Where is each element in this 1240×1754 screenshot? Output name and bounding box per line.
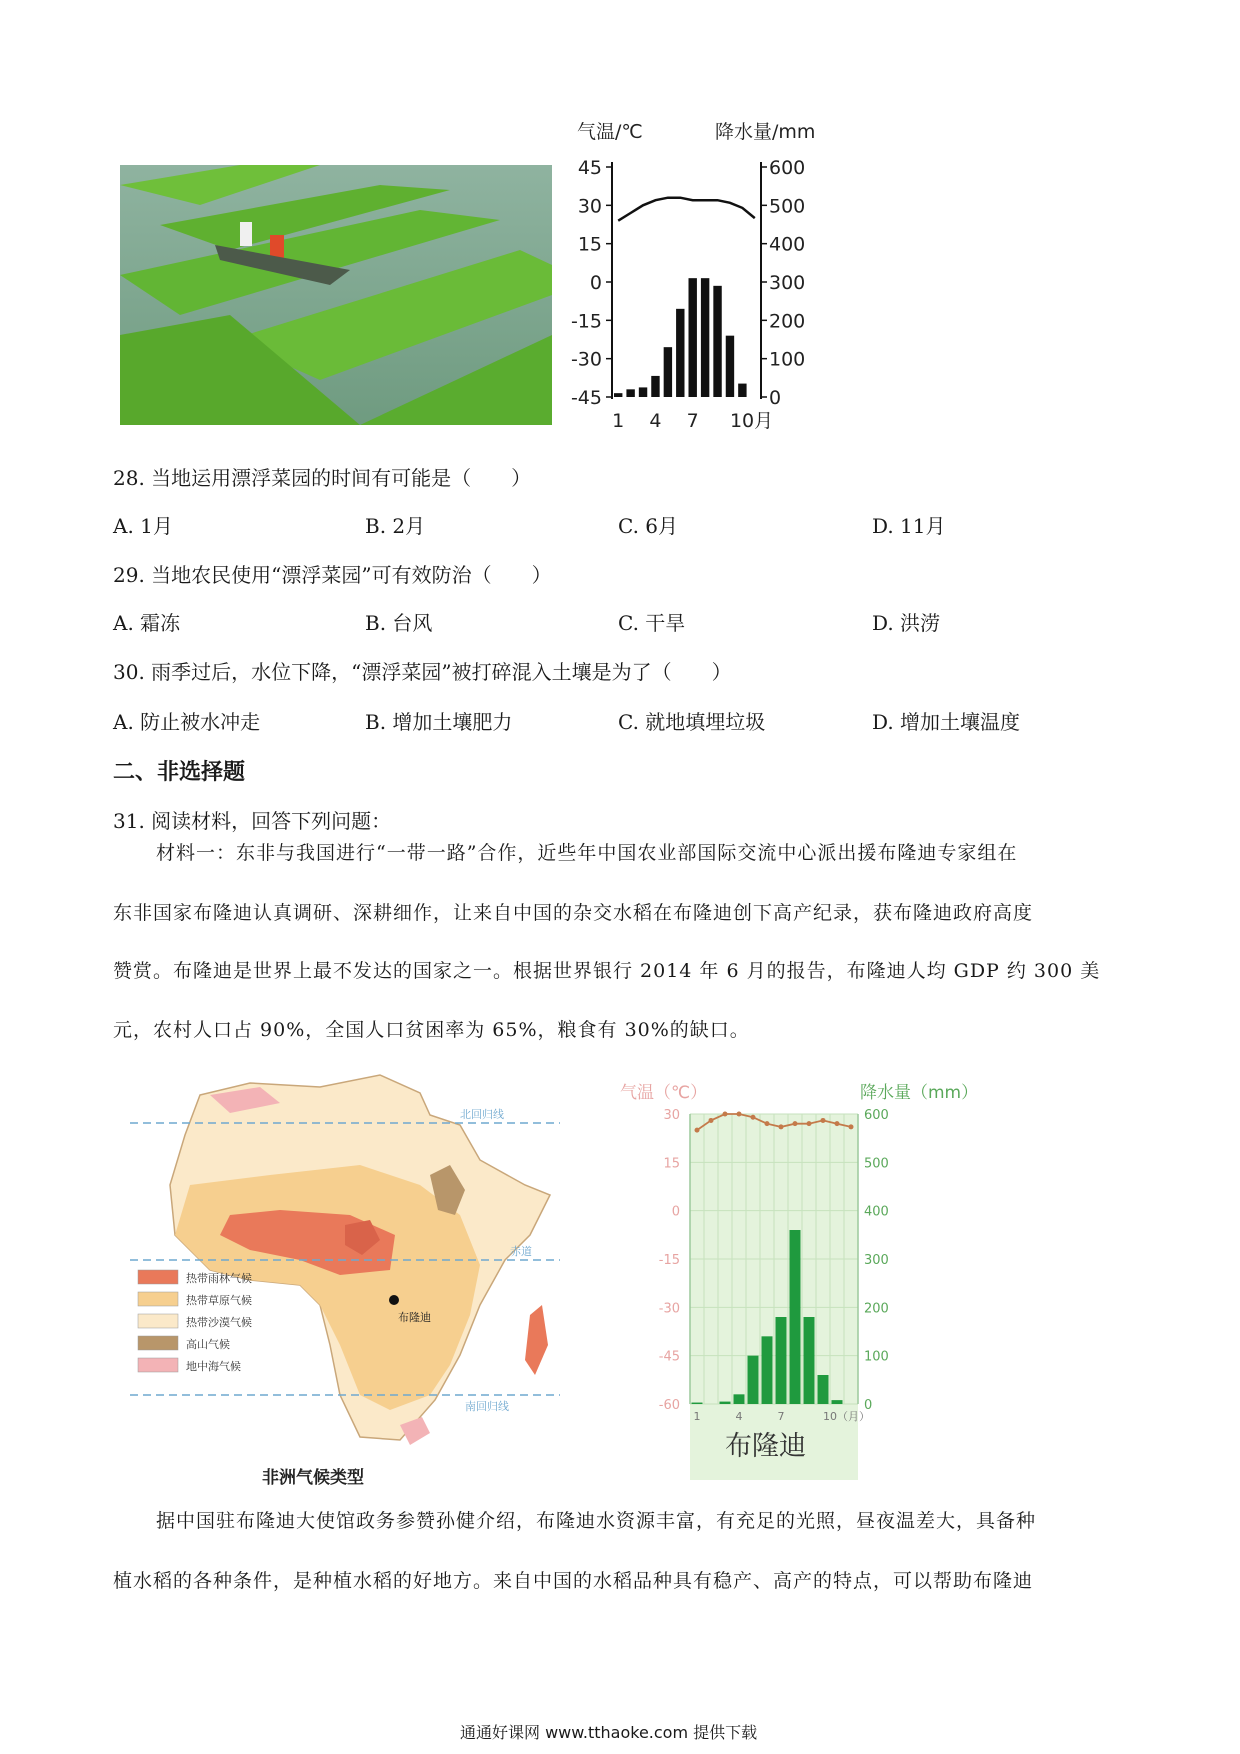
chart1-temp-label: 气温/℃ — [577, 121, 643, 143]
climate-chart-burundi — [600, 1080, 980, 1480]
chart1-precip-tick: 400 — [769, 233, 806, 256]
chart2-x-tick: 7 — [777, 1410, 785, 1423]
material-1-line-2: 东非国家布隆迪认真调研、深耕细作，让来自中国的杂交水稻在布隆迪创下高产纪录，获布隆迪政府高度 — [113, 902, 1034, 924]
chart2-precip-tick: 100 — [864, 1349, 889, 1365]
burundi-marker — [389, 1295, 399, 1305]
chart2-temp-point — [849, 1124, 854, 1129]
chart2-precip-tick: 400 — [864, 1204, 889, 1220]
chart2-precip-tick: 300 — [864, 1253, 889, 1268]
q29-option-c[interactable]: C. 干旱 — [618, 611, 686, 635]
chart1-temp-tick: -30 — [570, 348, 602, 371]
chart2-precip-bar — [790, 1230, 801, 1404]
climate-chart-1 — [565, 112, 855, 442]
chart2-temp-tick: -30 — [658, 1301, 680, 1317]
map-legend-swatch — [138, 1292, 178, 1306]
chart1-x-tick: 4 — [649, 410, 662, 432]
chart1-precip-tick: 0 — [769, 387, 782, 409]
chart2-temp-tick: -15 — [658, 1253, 680, 1268]
material-1-line-1: 材料一：东非与我国进行“一带一路”合作，近些年中国农业部国际交流中心派出援布隆迪专家组在 — [156, 842, 1018, 864]
chart1-precip-tick: 500 — [769, 195, 806, 218]
q30-option-a[interactable]: A. 防止被水冲走 — [113, 710, 261, 734]
chart2-temp-point — [835, 1121, 840, 1126]
q29-option-b[interactable]: B. 台风 — [365, 611, 433, 635]
chart2-precip-bar — [720, 1402, 731, 1404]
chart2-temp-point — [807, 1121, 812, 1126]
chart2-precip-tick: 500 — [864, 1156, 889, 1172]
chart1-x-tick: 10月 — [729, 410, 774, 432]
chart1-precip-bar — [614, 393, 622, 397]
q28-option-c[interactable]: C. 6月 — [618, 514, 679, 538]
chart1-precip-bar — [738, 384, 746, 397]
chart1-precip-tick: 100 — [769, 348, 806, 371]
chart2-temp-point — [751, 1115, 756, 1120]
q30-option-b[interactable]: B. 增加土壤肥力 — [365, 710, 513, 734]
chart2-temp-point — [793, 1121, 798, 1126]
chart2-x-tick: 4 — [735, 1410, 743, 1423]
map-legend-label: 地中海气候 — [186, 1360, 241, 1373]
map-title: 非洲气候类型 — [262, 1468, 364, 1485]
q28-option-a[interactable]: A. 1月 — [113, 514, 173, 538]
chart2-precip-bar — [776, 1317, 787, 1404]
chart2-precip-bar — [818, 1375, 829, 1404]
q29-option-a[interactable]: A. 霜冻 — [113, 611, 181, 635]
page-footer: 通通好课网 www.tthaoke.com 提供下载 — [460, 1723, 758, 1742]
map-line-mid: 赤道 — [510, 1245, 532, 1258]
chart2-temp-point — [821, 1118, 826, 1123]
chart2-temp-tick: 0 — [671, 1204, 680, 1220]
chart2-precip-bar — [804, 1317, 815, 1404]
q28-option-d[interactable]: D. 11月 — [872, 514, 946, 538]
question-30: 30. 雨季过后，水位下降，“漂浮菜园”被打碎混入土壤是为了（ ） — [113, 660, 732, 684]
chart1-temp-tick: 45 — [577, 157, 602, 179]
chart2-precip-bar — [762, 1336, 773, 1404]
chart1-precip-tick: 200 — [769, 310, 806, 333]
chart2-temp-point — [779, 1124, 784, 1129]
chart2-precip-tick: 200 — [864, 1301, 889, 1317]
chart1-temp-tick: 0 — [589, 272, 602, 294]
chart2-x-tick: 1 — [693, 1410, 701, 1423]
map-legend-label: 热带雨林气候 — [186, 1272, 252, 1285]
material-1-line-3: 赞赏。布隆迪是世界上最不发达的国家之一。根据世界银行 2014 年 6 月的报告，布隆迪人均 GDP 约 300 美 — [113, 960, 1101, 982]
chart2-precip-bar — [832, 1400, 843, 1404]
chart1-precip-bar — [676, 309, 684, 397]
chart1-precip-bar — [701, 278, 709, 397]
chart2-x-tick: 10（月） — [823, 1410, 870, 1423]
question-31: 31. 阅读材料，回答下列问题： — [113, 809, 392, 833]
chart2-temp-point — [695, 1128, 700, 1133]
q29-option-d[interactable]: D. 洪涝 — [872, 611, 941, 635]
map-legend-label: 高山气候 — [186, 1338, 230, 1351]
chart2-temp-point — [723, 1112, 728, 1117]
chart1-precip-bar — [689, 278, 697, 397]
chart1-precip-tick: 600 — [769, 157, 806, 179]
map-line-top: 北回归线 — [460, 1108, 504, 1121]
chart1-temp-tick: 15 — [577, 233, 602, 256]
chart2-temp-tick: 15 — [663, 1156, 680, 1172]
chart2-precip-bar — [692, 1403, 703, 1404]
chart2-temp-point — [765, 1121, 770, 1126]
chart2-title: 布隆迪 — [725, 1431, 806, 1462]
chart1-temp-tick: -45 — [570, 387, 602, 409]
map-legend-swatch — [138, 1336, 178, 1350]
chart1-precip-tick: 300 — [769, 272, 806, 294]
q30-option-d[interactable]: D. 增加土壤温度 — [872, 710, 1021, 734]
chart1-temp-tick: 30 — [577, 195, 602, 218]
map-legend-label: 热带草原气候 — [186, 1294, 252, 1307]
map-legend-label: 热带沙漠气候 — [186, 1316, 252, 1329]
chart2-temp-tick: -45 — [658, 1349, 680, 1365]
chart1-precip-bar — [639, 387, 647, 397]
chart1-temp-tick: -15 — [570, 310, 602, 333]
chart2-temp-label: 气温（℃） — [620, 1083, 708, 1103]
chart2-precip-label: 降水量（mm） — [860, 1083, 979, 1103]
chart2-temp-tick: 30 — [663, 1108, 680, 1123]
section-heading-2: 二、非选择题 — [113, 760, 246, 785]
chart1-precip-bar — [651, 376, 659, 397]
chart2-temp-tick: -60 — [658, 1398, 680, 1413]
paragraph-2-line-2: 植水稻的各种条件，是种植水稻的好地方。来自中国的水稻品种具有稳产、高产的特点，可以帮助布隆迪 — [113, 1570, 1034, 1592]
chart2-temp-point — [737, 1112, 742, 1117]
chart1-x-tick: 1 — [612, 410, 625, 432]
q28-option-b[interactable]: B. 2月 — [365, 514, 426, 538]
chart2-precip-tick: 600 — [864, 1108, 889, 1123]
map-legend-swatch — [138, 1358, 178, 1372]
map-place-label: 布隆迪 — [398, 1311, 431, 1324]
question-29: 29. 当地农民使用“漂浮菜园”可有效防治（ ） — [113, 563, 552, 587]
chart1-x-tick: 7 — [686, 410, 699, 432]
chart1-precip-label: 降水量/mm — [715, 121, 816, 143]
chart1-precip-bar — [664, 347, 672, 397]
map-legend-swatch — [138, 1270, 178, 1284]
chart1-precip-bar — [626, 389, 634, 397]
paragraph-2-line-1: 据中国驻布隆迪大使馆政务参赞孙健介绍，布隆迪水资源丰富，有充足的光照，昼夜温差大，具备种 — [156, 1510, 1037, 1532]
floating-garden-photo — [120, 165, 552, 425]
material-1-line-4: 元，农村人口占 90%，全国人口贫困率为 65%，粮食有 30%的缺口。 — [113, 1019, 750, 1041]
chart1-temperature-line — [618, 198, 755, 221]
chart2-precip-tick: 0 — [864, 1398, 873, 1413]
chart2-precip-bar — [748, 1356, 759, 1404]
map-line-bot: 南回归线 — [465, 1400, 509, 1413]
chart1-precip-bar — [713, 286, 721, 397]
q30-option-c[interactable]: C. 就地填埋垃圾 — [618, 710, 766, 734]
africa-climate-map — [130, 1065, 560, 1485]
question-28: 28. 当地运用漂浮菜园的时间有可能是（ ） — [113, 466, 532, 490]
map-legend-swatch — [138, 1314, 178, 1328]
chart2-temp-point — [709, 1118, 714, 1123]
chart1-precip-bar — [726, 336, 734, 397]
chart2-precip-bar — [734, 1394, 745, 1404]
